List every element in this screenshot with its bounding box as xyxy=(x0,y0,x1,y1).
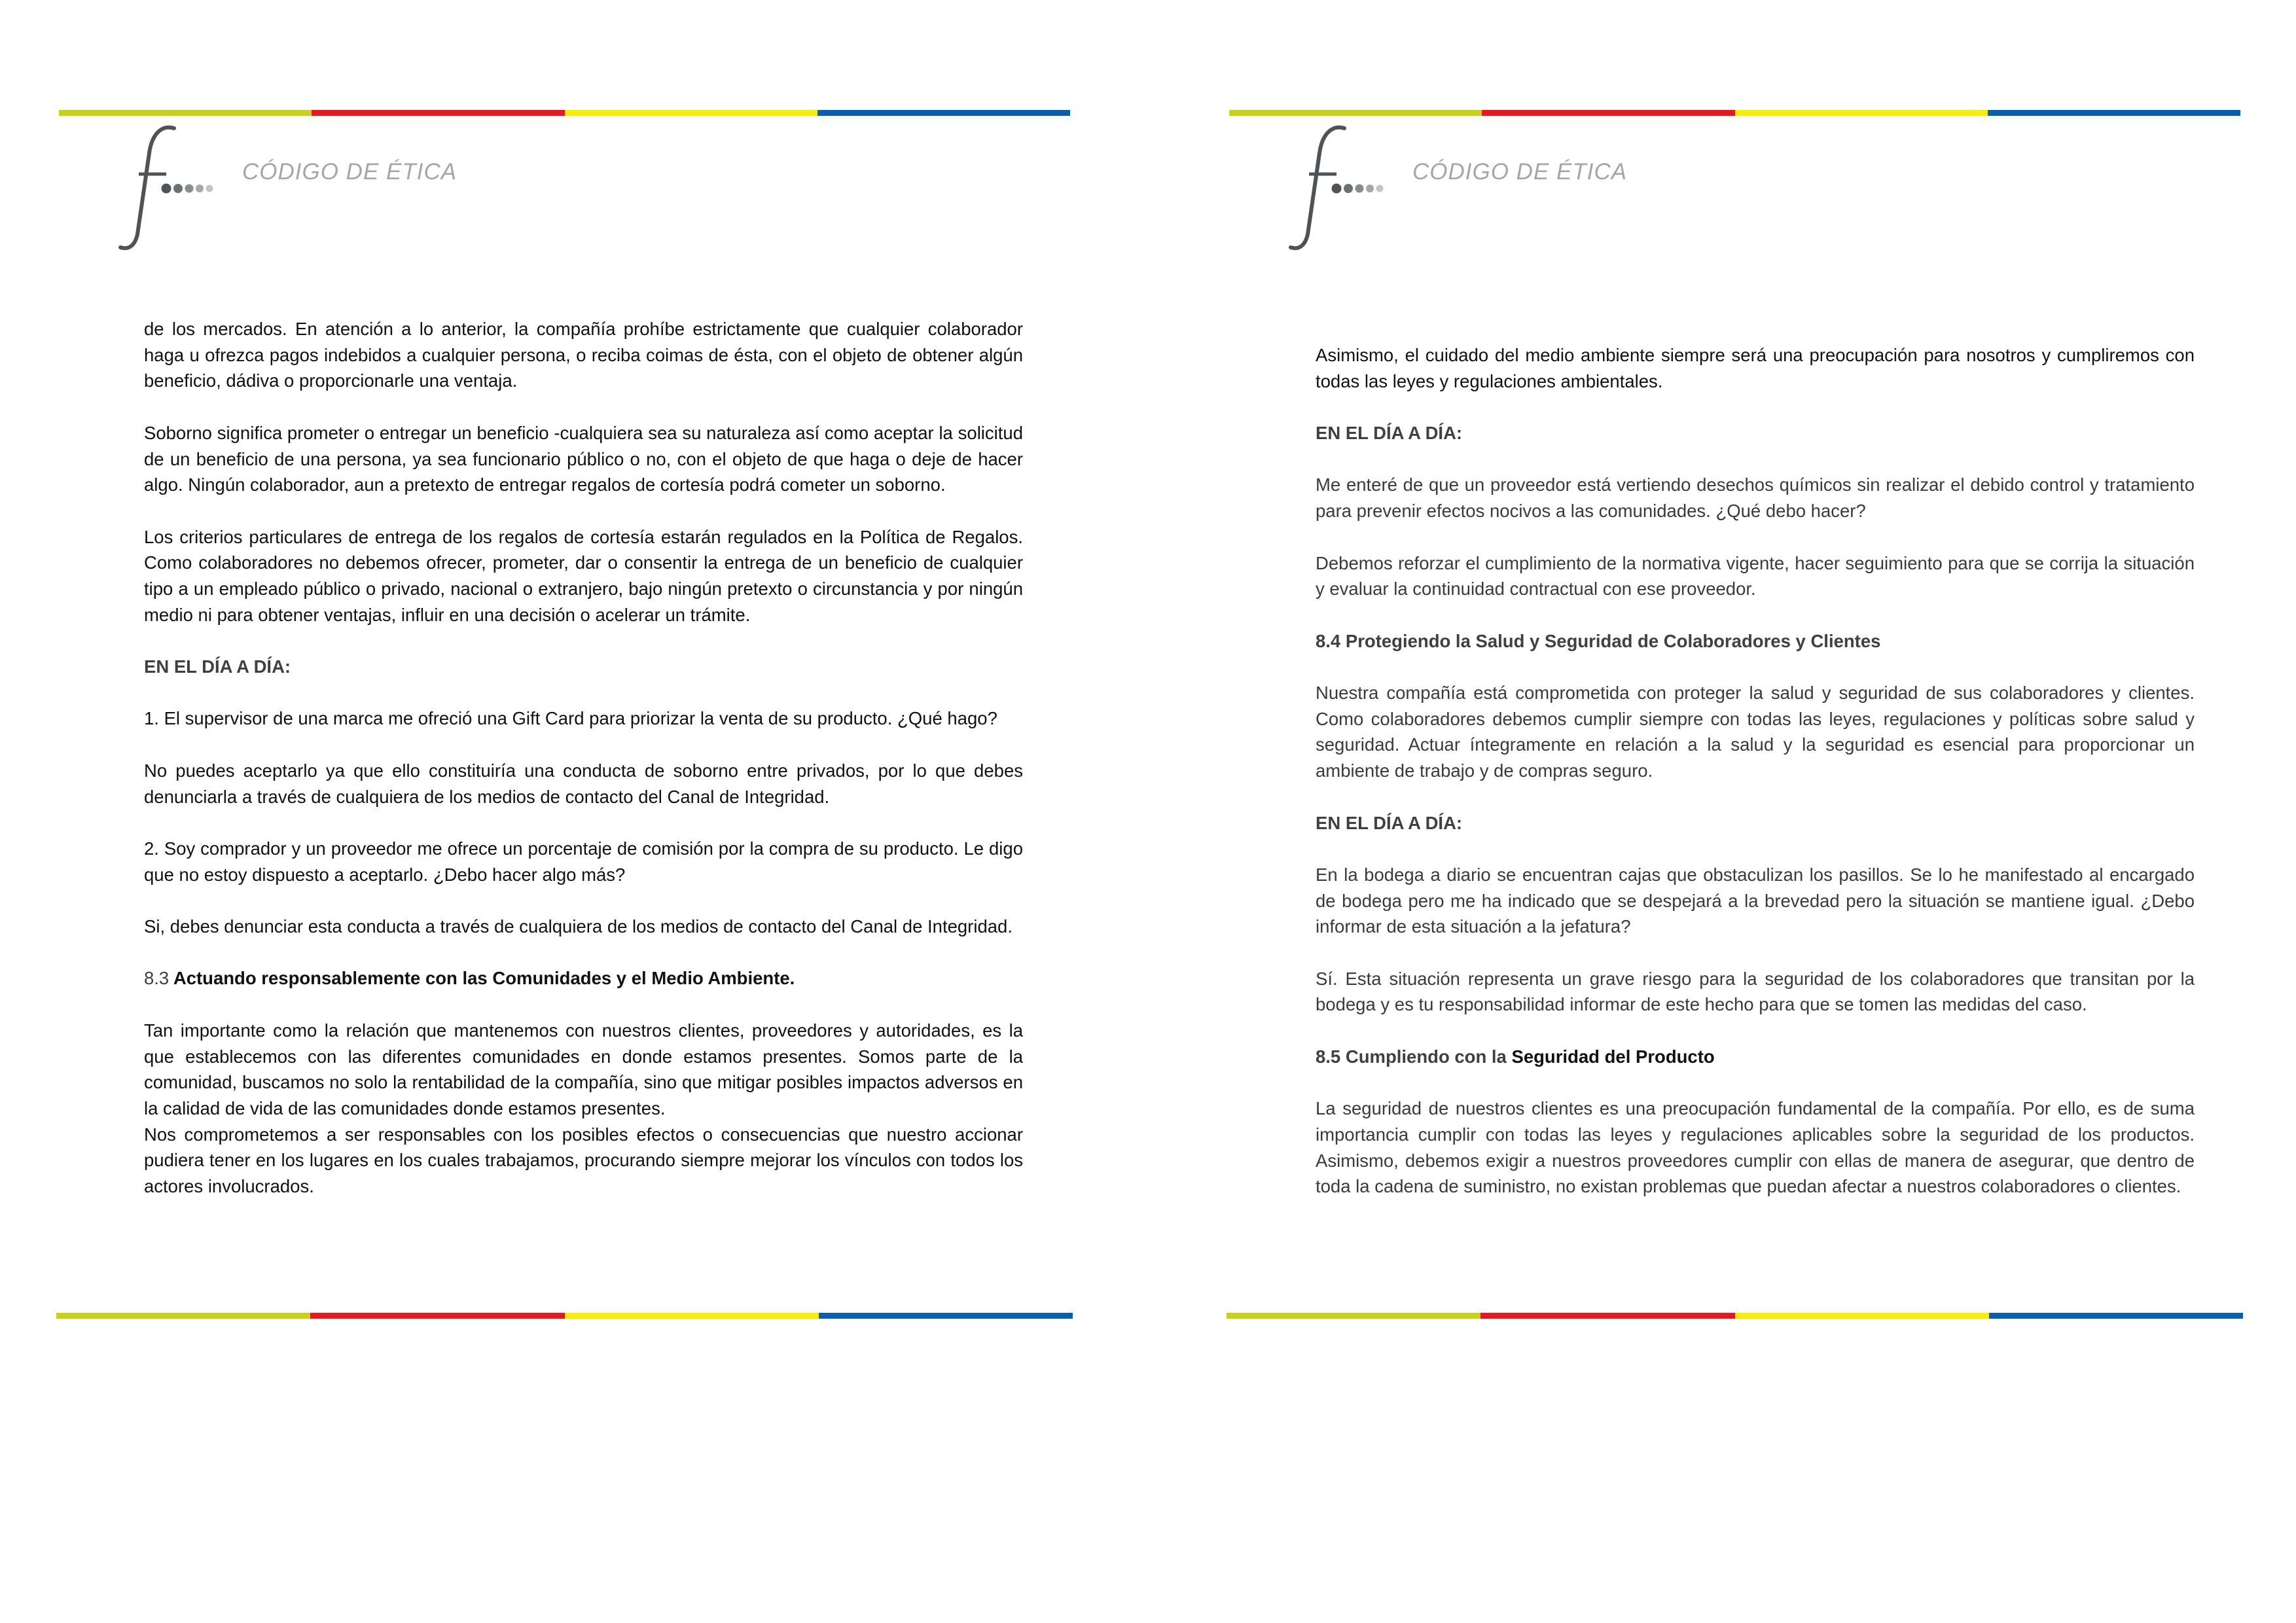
answer: Debemos reforzar el cumplimiento de la normativa vigente, hacer seguimiento para que se corrija la situación y evaluar la continuidad contractual con ese proveedor. xyxy=(1316,552,2195,599)
question: En la bodega a diario se encuentran cajas que obstaculizan los pasillos. Se lo he manifestado al encargado de bodega pero me ha indicado que se despejará a la brevedad pero la situación se mantiene igual. ¿Debo informar de esta situación a la jefatura? xyxy=(1316,864,2195,937)
paragraph: de los mercados. En atención a lo anterior, la compañía prohíbe estrictamente que cualquier colaborador haga u ofrezca pagos indebidos a cualquier persona, o reciba coimas de ésta, con el objeto de obtener algún beneficio, dádiva o proporcionarle una ventaja. xyxy=(144,319,1023,391)
paragraph: Soborno significa prometer o entregar un beneficio -cualquiera sea su naturaleza así como aceptar la solicitud de un beneficio de una persona, ya sea funcionario público o no, con el objeto de que haga o deje de hacer algo. Ningún colaborador, aun a pretexto de entregar regalos de cortesía podrá cometer un soborno. xyxy=(144,422,1023,495)
section-heading-8-5 xyxy=(1316,1044,2195,1070)
answer: No puedes aceptarlo ya que ello constituiría una conducta de soborno entre privados, por lo que debes denunciarla a través de cualquiera de los medios de contacto del Canal de Integridad. xyxy=(144,760,1023,807)
answer: Sí. Esta situación representa un grave riesgo para la seguridad de los colaboradores que transitan por la bodega y es tu responsabilidad informar de este hecho para que se tomen las medidas del caso. xyxy=(1316,968,2195,1015)
right-page xyxy=(1148,0,2296,1623)
top-color-stripe xyxy=(1229,110,2240,116)
paragraph: Nos comprometemos a ser responsables con los posibles efectos o consecuencias que nuestro accionar pudiera tener en los lugares en los cuales trabajamos, procurando siempre mejorar los vínculos con todos los actores involucrados. xyxy=(144,1124,1023,1197)
section-prefix: 8.5 Cumpliendo con la xyxy=(1316,1046,1507,1067)
section-heading: EN EL DÍA A DÍA: xyxy=(144,656,291,677)
question: 1. El supervisor de una marca me ofreció una Gift Card para priorizar la venta de su producto. ¿Qué hago? xyxy=(144,708,997,729)
top-color-stripe xyxy=(59,110,1070,116)
bottom-color-stripe xyxy=(1227,1313,2243,1319)
section-heading: EN EL DÍA A DÍA: xyxy=(1316,812,1463,833)
header-title: CÓDIGO DE ÉTICA xyxy=(242,159,457,185)
f-logo-icon xyxy=(1282,124,1393,255)
f-logo-icon xyxy=(111,124,223,255)
left-body-text xyxy=(144,316,1023,1200)
paragraph: Asimismo, el cuidado del medio ambiente siempre será una preocupación para nosotros y cumpliremos con todas las leyes y regulaciones ambientales. xyxy=(1316,345,2195,391)
section-heading-8-4: 8.4 Protegiendo la Salud y Seguridad de Colaboradores y Clientes xyxy=(1316,630,1881,651)
paragraph: Tan importante como la relación que mantenemos con nuestros clientes, proveedores y autoridades, es la que establecemos con las diferentes comunidades en donde estamos presentes. Somos parte de la comunidad, buscamos no solo la rentabilidad de la compañía, sino que mitigar posibles impactos adversos en la calidad de vida de las comunidades donde estamos presentes. xyxy=(144,1020,1023,1118)
section-number: 8.3 xyxy=(144,968,170,989)
right-body-text xyxy=(1316,342,2195,1200)
question: Me enteré de que un proveedor está vertiendo desechos químicos sin realizar el debido control y tratamiento para prevenir efectos nocivos a las comunidades. ¿Qué debo hacer? xyxy=(1316,474,2195,522)
paragraph: Nuestra compañía está comprometida con proteger la salud y seguridad de sus colaboradores y clientes. Como colaboradores debemos cumplir siempre con todas las leyes, regulaciones y políticas sobre salud y seguridad. Actuar íntegramente en relación a la salud y la seguridad es esencial para proporcionar un ambiente de trabajo y de compras seguro. xyxy=(1316,683,2195,781)
question: 2. Soy comprador y un proveedor me ofrece un porcentaje de comisión por la compra de su producto. Le digo que no estoy dispuesto a aceptarlo. ¿Debo hacer algo más? xyxy=(144,838,1023,885)
section-heading: EN EL DÍA A DÍA: xyxy=(1316,423,1463,444)
header-title: CÓDIGO DE ÉTICA xyxy=(1412,159,1628,185)
paragraph: La seguridad de nuestros clientes es una preocupación fundamental de la compañía. Por ello, es de suma importancia cumplir con todas las leyes y regulaciones aplicables sobre la seguridad de los productos. Asimismo, debemos exigir a nuestros proveedores cumplir con ellas de manera de asegurar, que dentro de toda la cadena de suministro, no existan problemas que puedan afectar a nuestros colaboradores o clientes. xyxy=(1316,1098,2195,1197)
section-title: Actuando responsablemente con las Comunidades y el Medio Ambiente. xyxy=(173,968,795,989)
section-heading-8-3 xyxy=(144,965,1023,991)
paragraph: Los criterios particulares de entrega de los regalos de cortesía estarán regulados en la Política de Regalos. Como colaboradores no debemos ofrecer, prometer, dar o consentir la entrega de un beneficio de cualquier tipo a un empleado público o privado, nacional o extranjero, bajo ningún pretexto o circunstancia y por ningún medio ni para obtener ventajas, influir en una decisión o acelerar un trámite. xyxy=(144,526,1023,625)
answer: Si, debes denunciar esta conducta a través de cualquiera de los medios de contacto del Canal de Integridad. xyxy=(144,916,1013,937)
section-title: Seguridad del Producto xyxy=(1511,1046,1715,1067)
bottom-color-stripe xyxy=(56,1313,1073,1319)
